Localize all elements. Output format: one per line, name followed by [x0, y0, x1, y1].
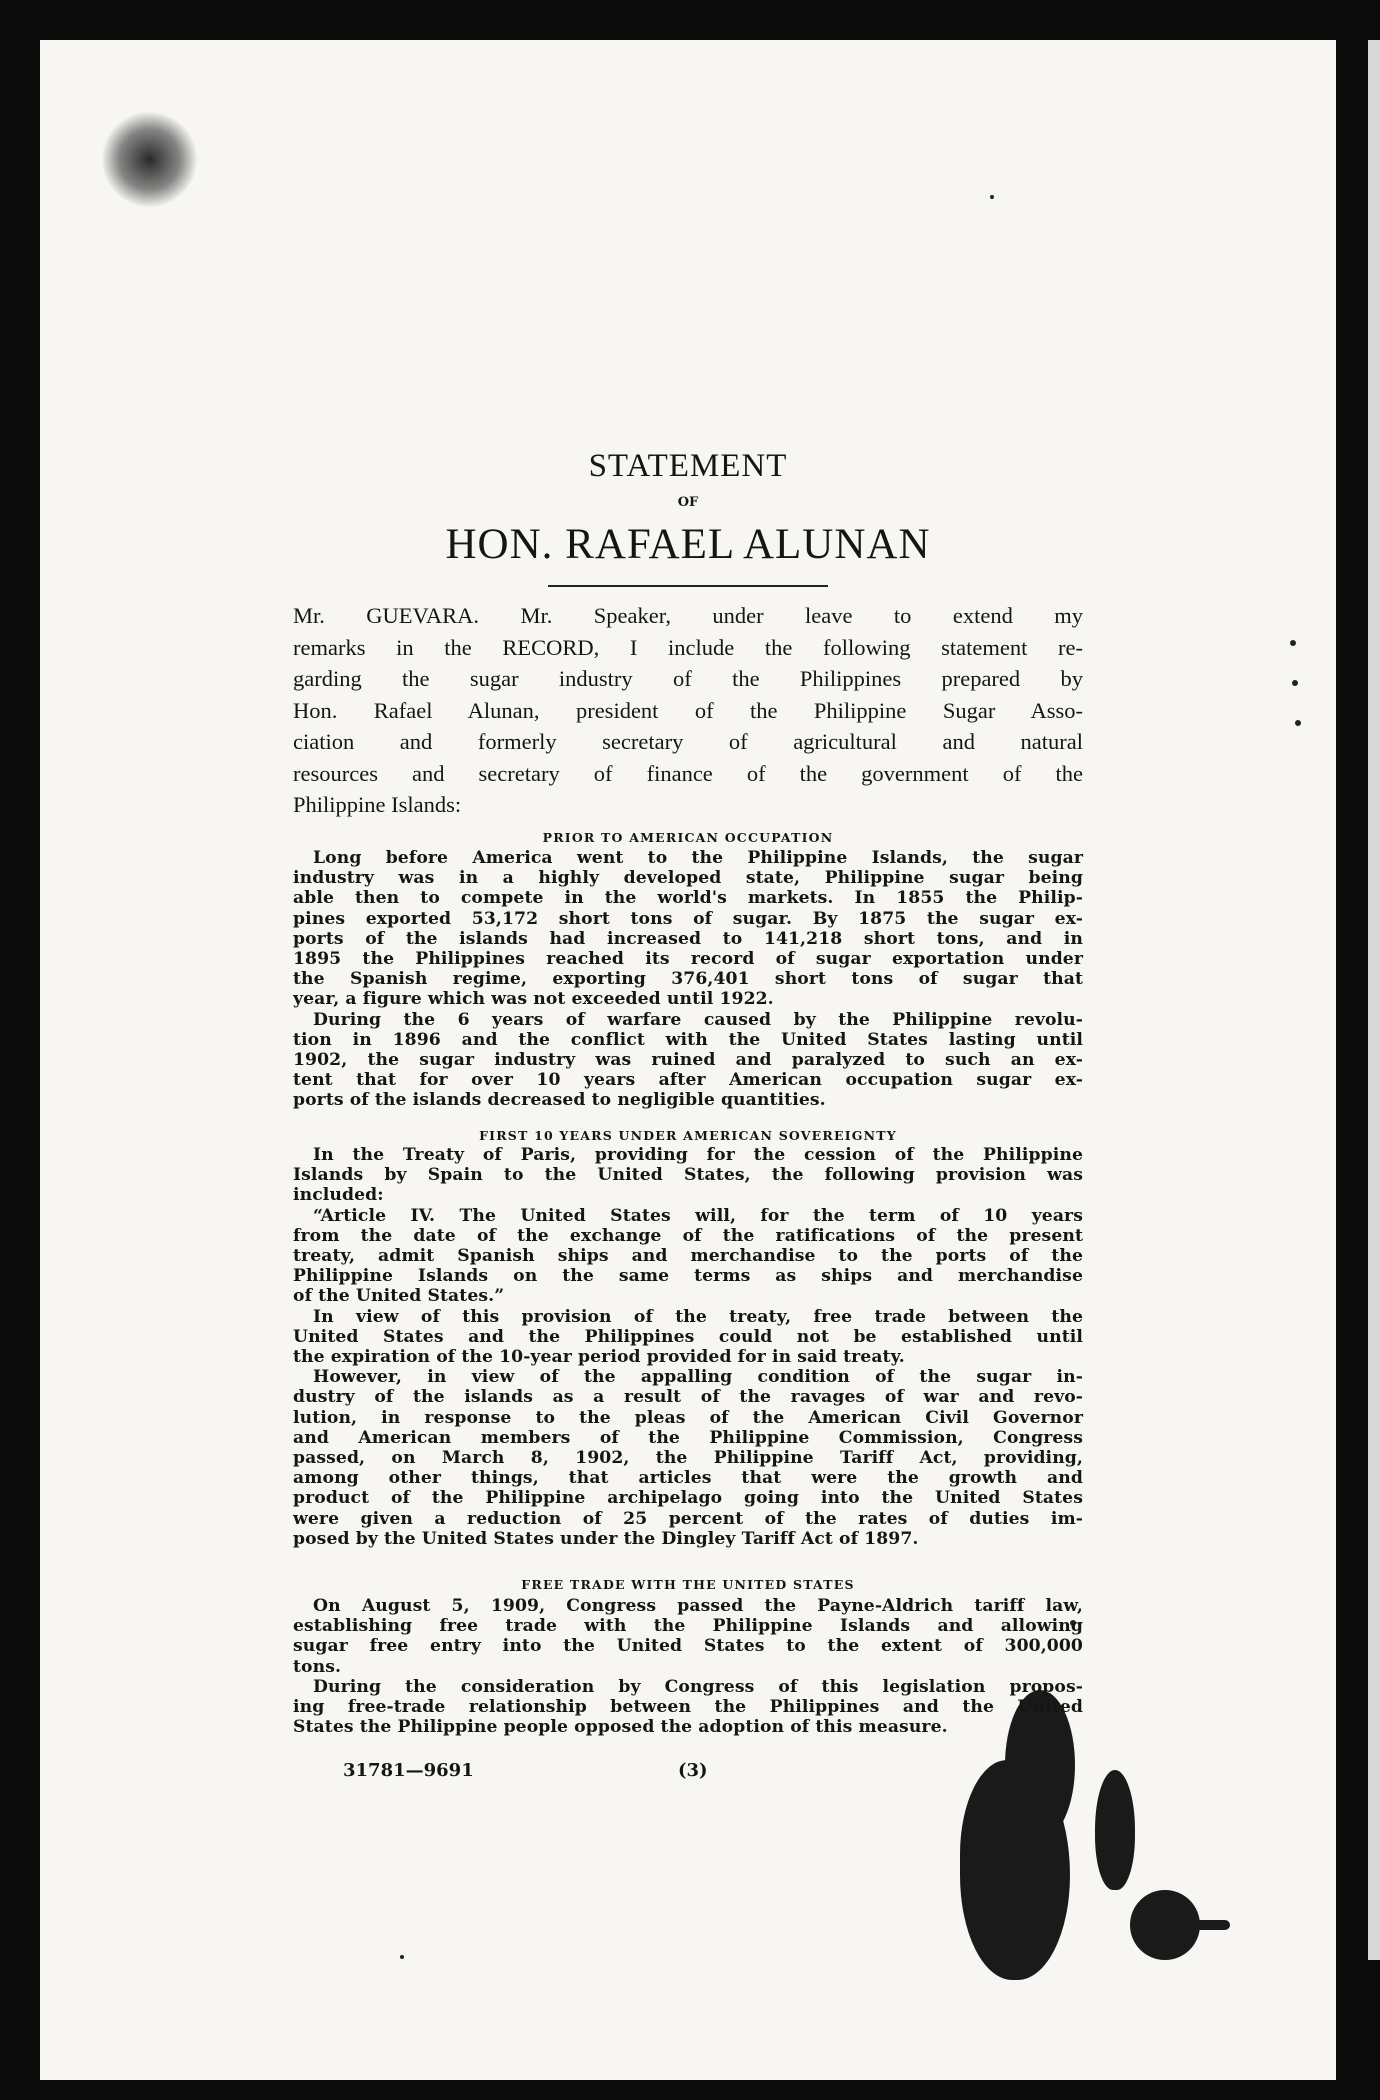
- body-line: treaty, admit Spanish ships and merchandise to the ports of the: [293, 1246, 1083, 1267]
- section-body-free-trade: [293, 1596, 1083, 1737]
- body-line: were given a reduction of 25 percent of the rates of duties im-: [293, 1508, 1083, 1529]
- body-line: from the date of the exchange of the ratifications of the present: [293, 1225, 1083, 1246]
- section-body-prior: [293, 848, 1083, 1111]
- body-line: able then to compete in the world's markets. In 1855 the Philip-: [293, 888, 1083, 909]
- intro-paragraph: [293, 600, 1083, 821]
- document-page: [40, 40, 1336, 2080]
- body-line: tion in 1896 and the conflict with the United States lasting until: [293, 1029, 1083, 1050]
- body-line: On August 5, 1909, Congress passed the Payne-Aldrich tariff law,: [313, 1596, 1083, 1616]
- intro-line: remarks in the RECORD, I include the following statement re-: [293, 634, 1083, 660]
- print-code: 31781—9691: [343, 1760, 474, 1781]
- body-line: product of the Philippine archipelago going into the United States: [293, 1488, 1083, 1509]
- ink-smudge: [102, 112, 197, 207]
- body-line: Philippine Islands on the same terms as ships and merchandise: [293, 1266, 1083, 1287]
- speck: [1292, 680, 1298, 686]
- body-line: Islands by Spain to the United States, the following provision was: [293, 1165, 1083, 1186]
- title-rule: [548, 585, 828, 587]
- body-line: “Article IV. The United States will, for the term of 10 years: [313, 1205, 1083, 1226]
- body-line: tent that for over 10 years after American occupation sugar ex-: [293, 1070, 1083, 1091]
- body-line: Long before America went to the Philippine Islands, the sugar: [313, 848, 1083, 868]
- body-line: of the United States.”: [293, 1286, 505, 1307]
- body-line: posed by the United States under the Dingley Tariff Act of 1897.: [293, 1528, 919, 1549]
- body-line: sugar free entry into the United States to the extent of 300,000: [293, 1636, 1083, 1657]
- ink-blot-side: [1095, 1770, 1135, 1890]
- body-line: However, in view of the appalling condition of the sugar in-: [313, 1367, 1083, 1388]
- body-line: year, a figure which was not exceeded until 1922.: [293, 989, 774, 1010]
- section-heading-first-10-years: FIRST 10 YEARS UNDER AMERICAN SOVEREIGNTY: [479, 1128, 897, 1143]
- body-line: ports of the islands decreased to negligible quantities.: [293, 1090, 826, 1111]
- body-line: ing free-trade relationship between the Philippines and the United: [293, 1697, 1083, 1718]
- body-line: among other things, that articles that were the growth and: [293, 1468, 1083, 1489]
- section-body-first-10-years: [293, 1145, 1083, 1549]
- section-heading-prior: PRIOR TO AMERICAN OCCUPATION: [542, 830, 834, 845]
- body-line: In view of this provision of the treaty, free trade between the: [313, 1306, 1083, 1327]
- intro-line: Hon. Rafael Alunan, president of the Philippine Sugar Asso-: [293, 697, 1083, 723]
- intro-line: garding the sugar industry of the Philippines prepared by: [293, 666, 1083, 691]
- body-line: During the consideration by Congress of this legislation propos-: [313, 1676, 1083, 1697]
- speck: [990, 195, 994, 199]
- body-line: pines exported 53,172 short tons of sugar. By 1875 the sugar ex-: [293, 908, 1083, 929]
- page-number: (3): [678, 1760, 708, 1781]
- document-title: STATEMENT: [588, 448, 788, 484]
- document-subject-name: HON. RAFAEL ALUNAN: [445, 521, 931, 568]
- ink-blot-tail: [1190, 1920, 1230, 1930]
- body-line: industry was in a highly developed state, Philippine sugar being: [293, 868, 1083, 889]
- body-line: the expiration of the 10-year period provided for in said treaty.: [293, 1347, 905, 1368]
- intro-line: Mr. GUEVARA. Mr. Speaker, under leave to extend my: [293, 603, 1083, 628]
- body-line: United States and the Philippines could not be established until: [293, 1326, 1083, 1347]
- body-line: tons.: [293, 1656, 342, 1677]
- section-heading-free-trade: FREE TRADE WITH THE UNITED STATES: [521, 1577, 855, 1592]
- speck: [1295, 720, 1301, 726]
- body-line: establishing free trade with the Philippine Islands and allowing: [293, 1616, 1083, 1637]
- body-line: lution, in response to the pleas of the American Civil Governor: [293, 1407, 1083, 1428]
- body-line: In the Treaty of Paris, providing for the cession of the Philippine: [313, 1145, 1083, 1165]
- body-line: 1902, the sugar industry was ruined and paralyzed to such an ex-: [293, 1050, 1083, 1071]
- intro-line: ciation and formerly secretary of agricultural and natural: [293, 729, 1083, 754]
- document-title-of: OF: [677, 495, 699, 510]
- body-line: ports of the islands had increased to 141,218 short tons, and in: [293, 928, 1083, 949]
- body-line: During the 6 years of warfare caused by the Philippine revolu-: [313, 1009, 1083, 1030]
- intro-line: resources and secretary of finance of the government of the: [293, 760, 1083, 786]
- speck: [400, 1955, 404, 1959]
- body-line: dustry of the islands as a result of the ravages of war and revo-: [293, 1387, 1083, 1408]
- page-edge-strip: [1368, 40, 1380, 1960]
- body-line: the Spanish regime, exporting 376,401 short tons of sugar that: [293, 969, 1083, 990]
- intro-line: Philippine Islands:: [293, 792, 462, 817]
- body-line: 1895 the Philippines reached its record of sugar exportation under: [293, 949, 1083, 970]
- speck: [1290, 640, 1296, 646]
- body-line: and American members of the Philippine Commission, Congress: [293, 1427, 1083, 1448]
- body-line: included:: [293, 1185, 384, 1206]
- body-line: passed, on March 8, 1902, the Philippine Tariff Act, providing,: [293, 1448, 1083, 1469]
- body-line: States the Philippine people opposed the adoption of this measure.: [293, 1717, 948, 1738]
